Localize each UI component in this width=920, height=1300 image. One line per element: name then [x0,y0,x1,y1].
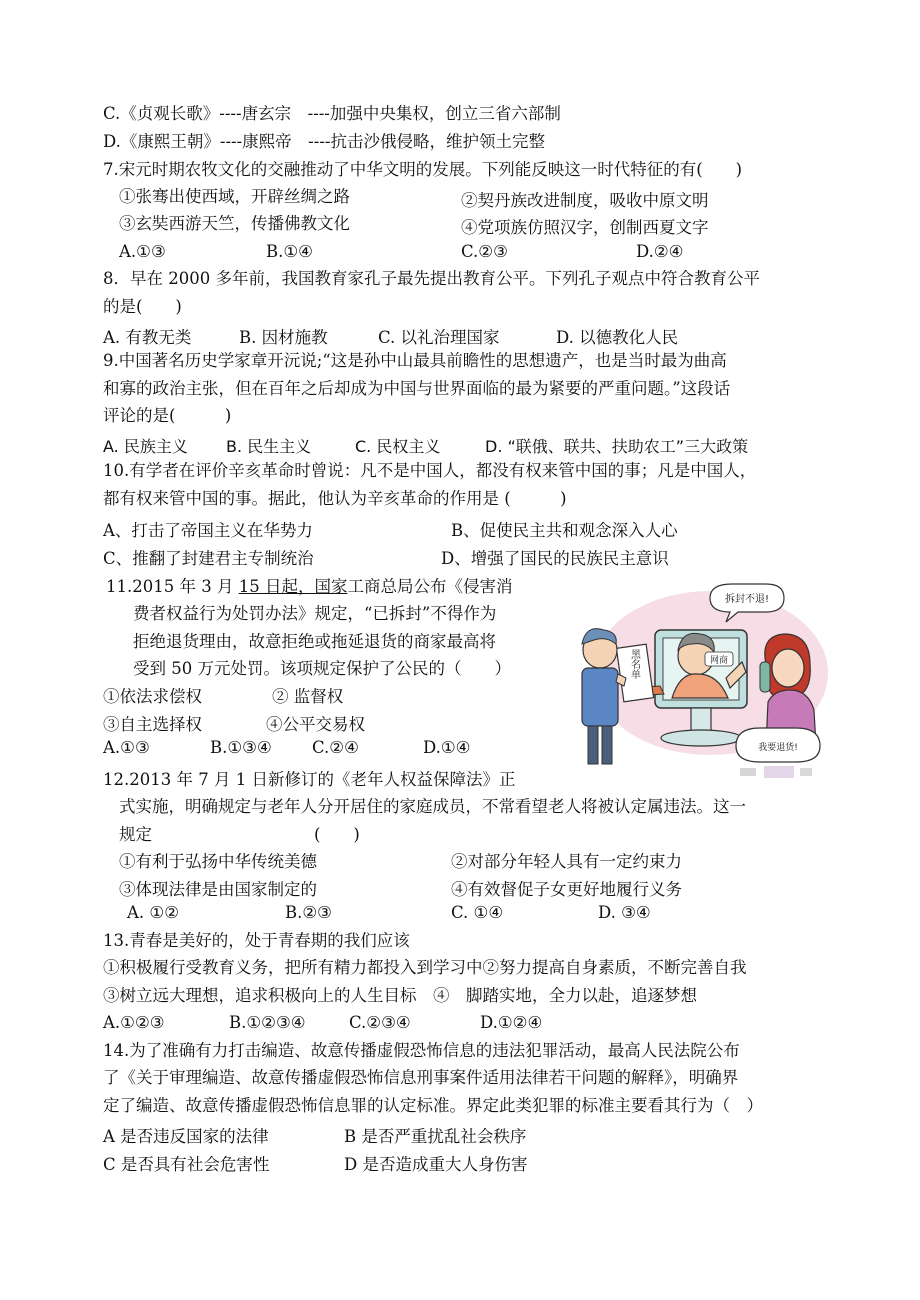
question-10: 10.有学者在评价辛亥革命时曾说：凡不是中国人，都没有权来管中国的事；凡是中国人， [103,461,757,480]
bubble-return-text: 我要退货! [758,743,798,753]
q13-items-3-4: ③树立远大理想，追求积极向上的人生目标 ④ 脚踏实地，全力以赴，追逐梦想 [103,986,697,1005]
q14-choice-c: C 是否具有社会危害性 [103,1155,270,1174]
question-12-cont: 式实施，明确规定与老年人分开居住的家庭成员，不常看望老人将被认定属违法。这一 [119,797,746,816]
question-11 [106,573,512,597]
q9-choice-c: C. 民权主义 [355,437,441,456]
q10-choice-c: C、推翻了封建君主专制统治 [103,549,314,568]
question-14-cont-2: 定了编造、故意传播虚假恐怖信息罪的认定标准。界定此类犯罪的标准主要看其行为（ ） [103,1096,763,1115]
q12-choice-c: C. ①④ [451,903,504,922]
q7-item-1: ①张骞出使西域，开辟丝绸之路 [119,187,350,206]
q7-item-2: ②契丹族改进制度，吸收中原文明 [461,191,709,210]
q11-item-1: ①依法求偿权 [103,687,202,706]
q7-item-3: ③玄奘西游天竺，传播佛教文化 [119,214,350,233]
q7-choice-d: D.②④ [636,242,684,261]
q11-item-3: ③自主选择权 [103,715,202,734]
q11-choice-c: C.②④ [312,738,359,757]
q11-choice-d: D.①④ [423,738,471,757]
q11-text-post: 工商总局公布《侵害消 [347,577,513,596]
q14-choice-d: D 是否造成重大人身伤害 [344,1155,528,1174]
question-11-cont-1: 费者权益行为处罚办法》规定，“已拆封”不得作为 [133,604,497,623]
bubble-refuse-text: 拆封不退! [724,594,770,605]
q12-choice-d: D. ③④ [598,903,651,922]
question-14-cont-1: 了《关于审理编造、故意传播虚假恐怖信息刑事案件适用法律若干问题的解释》，明确界 [103,1068,739,1087]
q9-choice-b: B. 民生主义 [226,437,312,456]
question-12-bracket: ( ) [314,825,360,844]
q13-choice-d: D.①②④ [480,1013,543,1032]
question-9-cont-2: 评论的是( ) [103,406,232,425]
question-8-cont: 的是( ) [103,297,182,316]
question-14: 14.为了准确有力打击编造、故意传播虚假恐怖信息的违法犯罪活动，最高人民法院公布 [103,1041,740,1060]
q11-text-underlined: 15 日起，国家 [238,577,348,596]
q10-choice-b: B、促使民主共和观念深入人心 [451,521,678,540]
consumer-rights-cartoon [560,578,832,783]
q12-item-4: ④有效督促子女更好地履行义务 [451,880,682,899]
q10-choice-a: A、打击了帝国主义在华势力 [103,521,313,540]
question-12: 12.2013 年 7 月 1 日新修订的《老年人权益保障法》正 [103,770,516,789]
q8-choice-c: C. 以礼治理国家 [378,328,500,347]
q8-choice-d: D. 以德教化人民 [556,328,679,347]
q11-item-4: ④公平交易权 [266,715,365,734]
q13-choice-b: B.①②③④ [229,1013,306,1032]
q14-choice-b: B 是否严重扰乱社会秩序 [344,1127,527,1146]
screen-label: 网商 [709,656,729,666]
question-12-word: 规定 [119,825,152,844]
blacklist-text: 黑名单 [628,649,640,679]
q11-choice-a: A.①③ [103,738,150,757]
q9-choice-a: A. 民族主义 [103,437,188,456]
q7-choice-c: C.②③ [461,242,508,261]
q7-choice-a: A.①③ [119,242,166,261]
question-11-cont-3: 受到 50 万元处罚。该项规定保护了公民的（ ） [133,659,511,678]
q12-item-1: ①有利于弘扬中华传统美德 [119,852,317,871]
question-13: 13.青春是美好的，处于青春期的我们应该 [103,931,410,950]
question-10-cont: 都有权来管中国的事。据此，他认为辛亥革命的作用是 ( ) [103,489,567,508]
q10-choice-d: D、增强了国民的民族民主意识 [441,549,669,568]
q9-choice-d: D. “联俄、联共、扶助农工”三大政策 [485,437,749,456]
q13-choice-c: C.②③④ [349,1013,411,1032]
question-7: 7.宋元时期农牧文化的交融推动了中华文明的发展。下列能反映这一时代特征的有( ) [103,160,743,179]
q12-choice-a: A. ①② [127,903,179,922]
q13-choice-a: A.①②③ [103,1013,165,1032]
q7-item-4: ④党项族仿照汉字，创制西夏文字 [461,218,709,237]
question-11-cont-2: 拒绝退货理由，故意拒绝或拖延退货的商家最高将 [133,632,496,651]
q11-item-2: ② 监督权 [272,687,344,706]
question-9-cont-1: 和寡的政治主张，但在百年之后却成为中国与世界面临的最为紧要的严重问题。”这段话 [103,379,731,398]
q8-choice-b: B. 因材施教 [239,328,328,347]
q13-items-1-2: ①积极履行受教育义务，把所有精力都投入到学习中②努力提高自身素质，不断完善自我 [103,958,747,977]
q11-text-pre: 11.2015 年 3 月 [106,577,239,596]
q8-choice-a: A. 有教无类 [103,328,192,347]
option-d-line: D.《康熙王朝》----康熙帝 ----抗击沙俄侵略，维护领土完整 [103,132,545,151]
question-9: 9.中国著名历史学家章开沅说;“这是孙中山最具前瞻性的思想遗产，也是当时最为曲高 [103,351,727,370]
q12-choice-b: B.②③ [285,903,332,922]
option-c-line: C.《贞观长歌》----唐玄宗 ----加强中央集权，创立三省六部制 [103,104,561,123]
q14-choice-a: A 是否违反国家的法律 [103,1127,269,1146]
question-8: 8．早在 2000 多年前，我国教育家孔子最先提出教育公平。下列孔子观点中符合教育公平 [103,269,760,288]
q11-choice-b: B.①③④ [210,738,272,757]
q12-item-3: ③体现法律是由国家制定的 [119,880,317,899]
q12-item-2: ②对部分年轻人具有一定约束力 [451,852,682,871]
q7-choice-b: B.①④ [266,242,313,261]
